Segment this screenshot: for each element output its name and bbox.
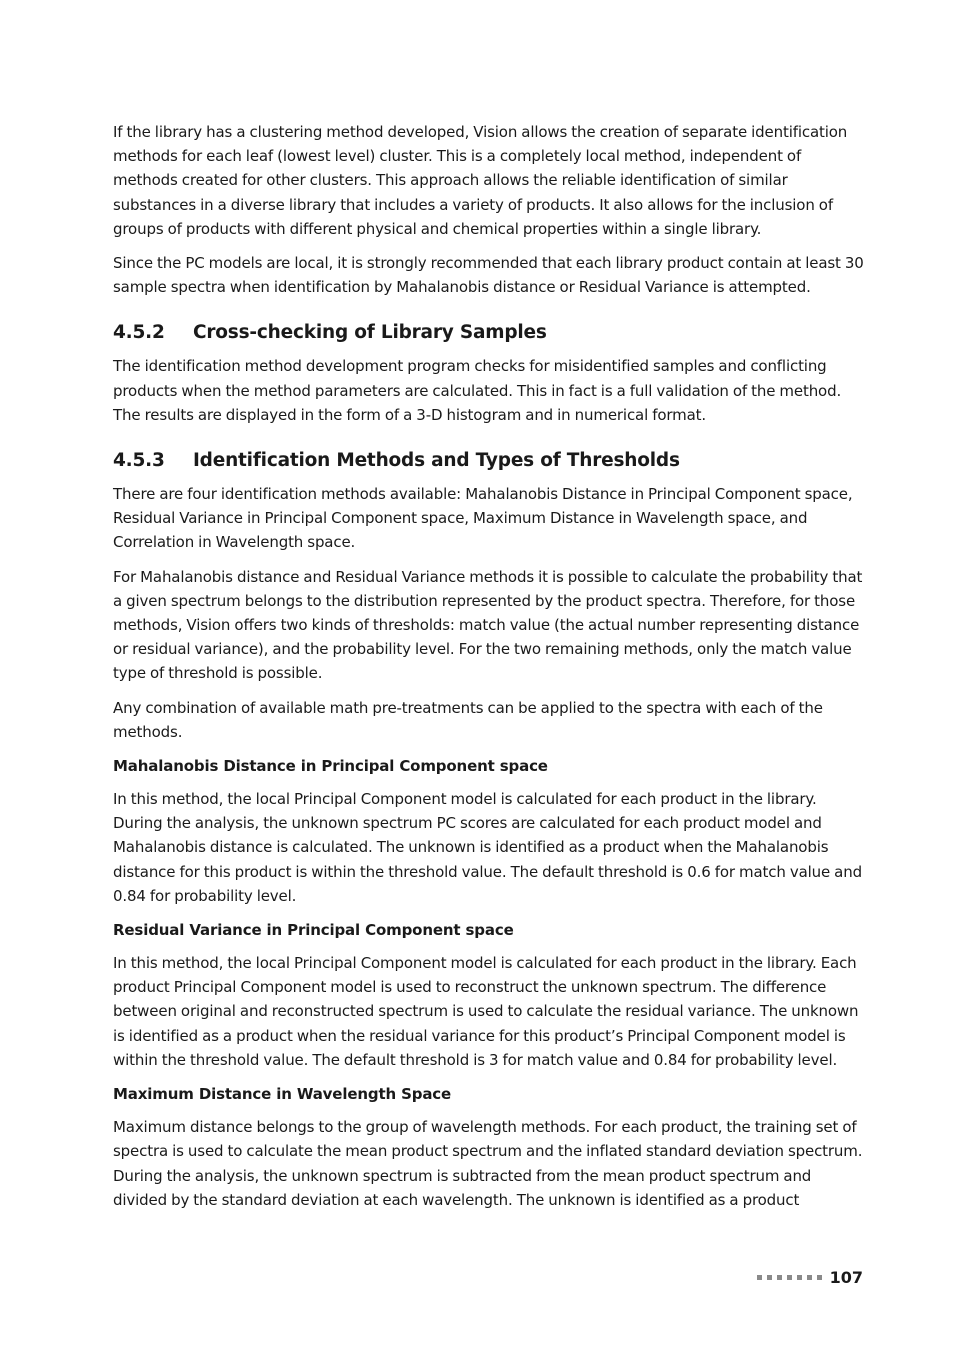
maximum-distance-heading: Maximum Distance in Wavelength Space [113, 1085, 452, 1104]
residual-variance-paragraph: In this method, the local Principal Component model is calculated for each product in the library. Each product Principal Component model is used to reconstruct the unknown spectrum. The difference between original and reconstructed spectrum is used to calculate the residual variance. The unknown is identified as a product when the residual variance for this product’s Principal Component model is within the threshold value. The default threshold is 3 for match value and 0.84 for probability level. [113, 954, 859, 1069]
section-heading-4-5-3 [113, 449, 865, 473]
footer-dot [767, 1275, 772, 1280]
intro-paragraph-2: Since the PC models are local, it is strongly recommended that each library product contain at least 30 sample spectra when identification by Mahalanobis distance or Residual Variance is attempted. [113, 254, 864, 297]
intro-paragraph-1: If the library has a clustering method developed, Vision allows the creation of separate identification methods for each leaf (lowest level) cluster. This is a completely local method, independent of methods created for other clusters. This approach allows the reliable identification of similar substances in a diverse library that includes a variety of products. It also allows for the inclusion of groups of products with different physical and chemical properties within a single library. [113, 123, 848, 238]
mahalanobis-paragraph: In this method, the local Principal Component model is calculated for each product in the library. During the analysis, the unknown spectrum PC scores are calculated for each product model and Mahalanobis distance is calculated. The unknown is identified as a product when the Mahalanobis distance for this product is within the threshold value. The default threshold is 0.6 for match value and 0.84 for probability level. [113, 790, 862, 905]
section-title: Cross-checking of Library Samples [193, 322, 547, 344]
section-number: 4.5.2 [113, 322, 165, 344]
methods-paragraph-3: Any combination of available math pre-treatments can be applied to the spectra with each of the methods. [113, 698, 823, 741]
methods-paragraph-2: For Mahalanobis distance and Residual Variance methods it is possible to calculate the probability that a given spectrum belongs to the distribution represented by the product spectra. Therefore, for those methods, Vision offers two kinds of thresholds: match value (the actual number representing distance or residual variance), and the probability level. For the two remaining methods, only the match value type of threshold is possible. [113, 567, 863, 683]
footer-dot [787, 1275, 792, 1280]
mahalanobis-heading: Mahalanobis Distance in Principal Component space [113, 757, 548, 776]
footer-dot [817, 1275, 822, 1280]
footer-dots-decoration [757, 1275, 822, 1280]
page-footer [757, 1268, 863, 1287]
methods-paragraph-1: There are four identification methods available: Mahalanobis Distance in Principal Component space, Residual Variance in Principal Component space, Maximum Distance in Wavelength space, and Correlation in Wavelength space. [113, 485, 853, 552]
page-number: 107 [829, 1268, 863, 1287]
section-heading-4-5-2 [113, 321, 865, 345]
maximum-distance-paragraph: Maximum distance belongs to the group of wavelength methods. For each product, the training set of spectra is used to calculate the mean product spectrum and the inflated standard deviation spectrum. During the analysis, the unknown spectrum is subtracted from the mean product spectrum and divided by the standard deviation at each wavelength. The unknown is identified as a product [113, 1118, 863, 1209]
footer-dot [777, 1275, 782, 1280]
footer-dot [807, 1275, 812, 1280]
footer-dot [797, 1275, 802, 1280]
document-page [113, 120, 865, 1222]
section-number: 4.5.3 [113, 450, 165, 472]
residual-variance-heading: Residual Variance in Principal Component space [113, 921, 514, 940]
cross-checking-paragraph: The identification method development program checks for misidentified samples and conflicting products when the method parameters are calculated. This in fact is a full validation of the method. The results are displayed in the form of a 3-D histogram and in numerical format. [113, 357, 842, 424]
section-title: Identification Methods and Types of Thresholds [193, 450, 680, 472]
footer-dot [757, 1275, 762, 1280]
